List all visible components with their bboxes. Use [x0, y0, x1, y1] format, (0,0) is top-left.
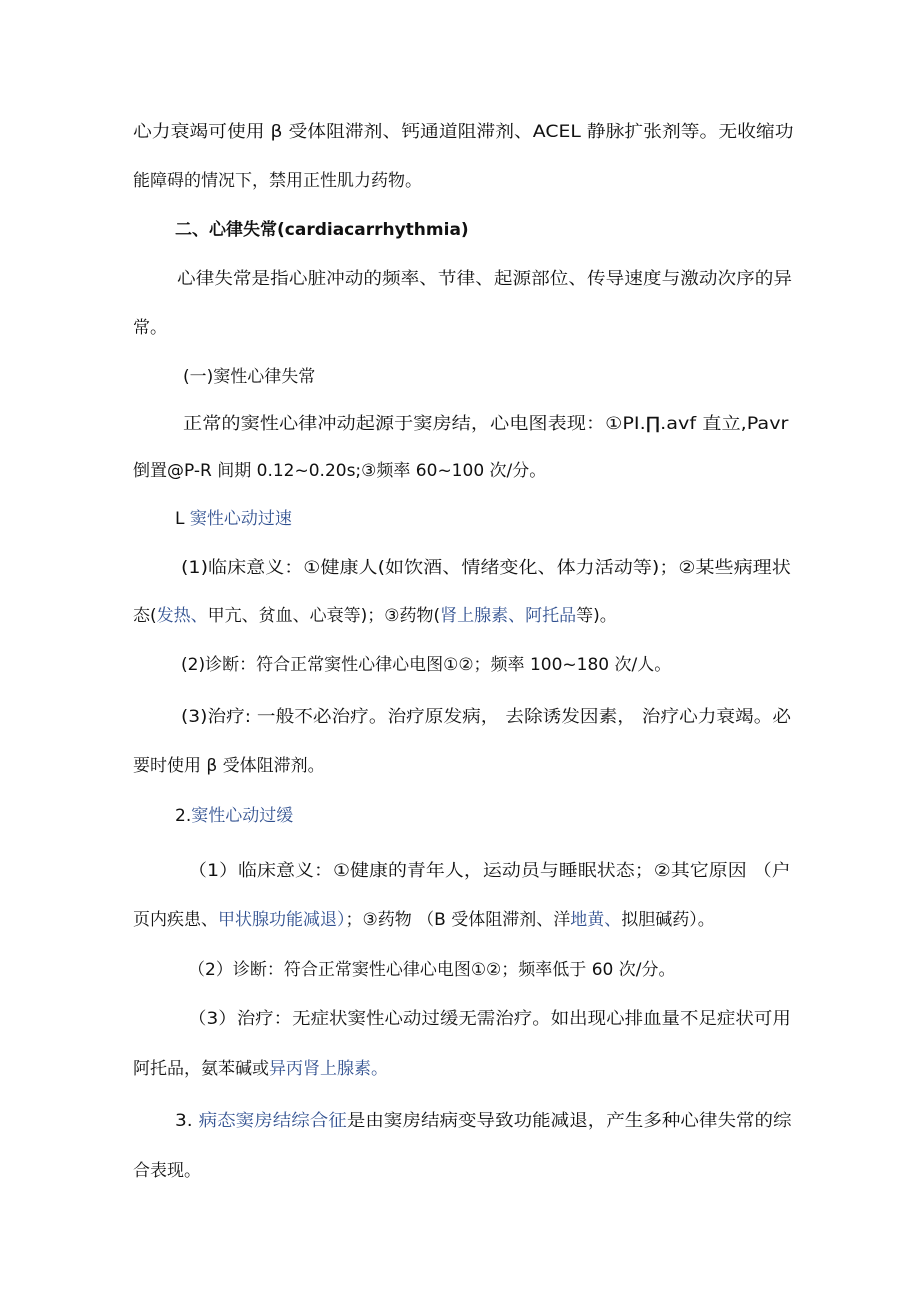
text-line [133, 909, 715, 931]
text-line [175, 508, 292, 530]
text-run: (2)诊断：符合正常窦性心律心电图①②；频率 100~180 次/人。 [181, 655, 672, 675]
text-run: 合表现。 [133, 1161, 201, 1181]
text-line [133, 121, 794, 143]
text-run: L [175, 509, 190, 529]
highlighted-term: 发热、 [156, 606, 208, 626]
text-run: 2. [175, 806, 192, 826]
text-run: 是由窦房结病变导致功能减退，产生多种心律失常的综 [346, 1111, 792, 1131]
text-line [133, 317, 167, 339]
text-line [181, 654, 671, 676]
text-line [133, 460, 546, 482]
text-line [133, 170, 422, 192]
text-line [183, 366, 315, 388]
text-run: 页内疾患、 [133, 910, 218, 930]
text-line [133, 605, 617, 627]
text-run: 能障碍的情况下，禁用正性肌力药物。 [133, 171, 422, 191]
highlighted-term: 甲状腺功能减退） [218, 910, 346, 930]
text-run: 等)。 [576, 606, 617, 626]
text-run: 倒置@P-R 间期 0.12~0.20s;③频率 60~100 次/分。 [133, 461, 547, 481]
text-line [133, 1160, 201, 1182]
text-run: 常。 [133, 318, 167, 338]
text-line [177, 268, 792, 290]
text-run: 甲亢、贫血、心衰等)；③药物( [207, 606, 441, 626]
highlighted-term: 病态窦房结综合征 [198, 1111, 347, 1131]
text-line [133, 1058, 388, 1080]
section-heading [175, 219, 469, 241]
text-run: 心律失常是指心脏冲动的频率、节律、起源部位、传导速度与激动次序的异 [177, 269, 793, 289]
highlighted-term: 窦性心动过速 [189, 509, 292, 529]
highlighted-term: 肾上腺素、阿托品 [440, 606, 577, 626]
highlighted-term: 异丙肾上腺素。 [269, 1059, 388, 1079]
highlighted-term: 地黄、 [570, 910, 622, 930]
text-run: (3)治疗: 一般不必治疗。治疗原发病， 去除诱发因素， 治疗心力衰竭。必 [181, 707, 792, 727]
text-run: 态( [133, 606, 157, 626]
text-line [188, 1008, 791, 1030]
text-line [188, 959, 675, 981]
text-line [188, 860, 791, 882]
text-run: 阿托品，氨苯碱或 [133, 1059, 269, 1079]
text-line [133, 755, 325, 777]
text-run: 要时使用 β 受体阻滞剂。 [133, 756, 325, 776]
text-line [183, 413, 788, 435]
text-line [175, 1110, 792, 1132]
highlighted-term: 窦性心动过缓 [191, 806, 294, 826]
text-run: （3）治疗：无症状窦性心动过缓无需治疗。如出现心排血量不足症状可用 [188, 1009, 791, 1029]
text-run: 3. [175, 1111, 199, 1131]
text-line [175, 805, 293, 827]
text-run: 二、心律失常(cardiacarrhythmia) [175, 220, 469, 240]
text-line [181, 706, 791, 728]
text-run: 心力衰竭可使用 β 受体阻滞剂、钙通道阻滞剂、ACEL 静脉扩张剂等。无收缩功 [133, 122, 794, 142]
text-run: （1）临床意义：①健康的青年人，运动员与睡眠状态；②其它原因 （户 [188, 861, 791, 881]
text-run: （2）诊断：符合正常窦性心律心电图①②；频率低于 60 次/分。 [188, 960, 676, 980]
text-run: (1)临床意义：①健康人(如饮酒、情绪变化、体力活动等)；②某些病理状 [181, 558, 791, 578]
text-run: ；③药物 （B 受体阻滞剂、洋 [345, 910, 571, 930]
text-line [181, 557, 791, 579]
text-run: 拟胆碱药）。 [621, 910, 715, 930]
text-run: (一)窦性心律失常 [183, 367, 316, 387]
text-run: 正常的窦性心律冲动起源于窦房结，心电图表现：①PI.∏.avf 直立,Pavr [183, 414, 789, 434]
